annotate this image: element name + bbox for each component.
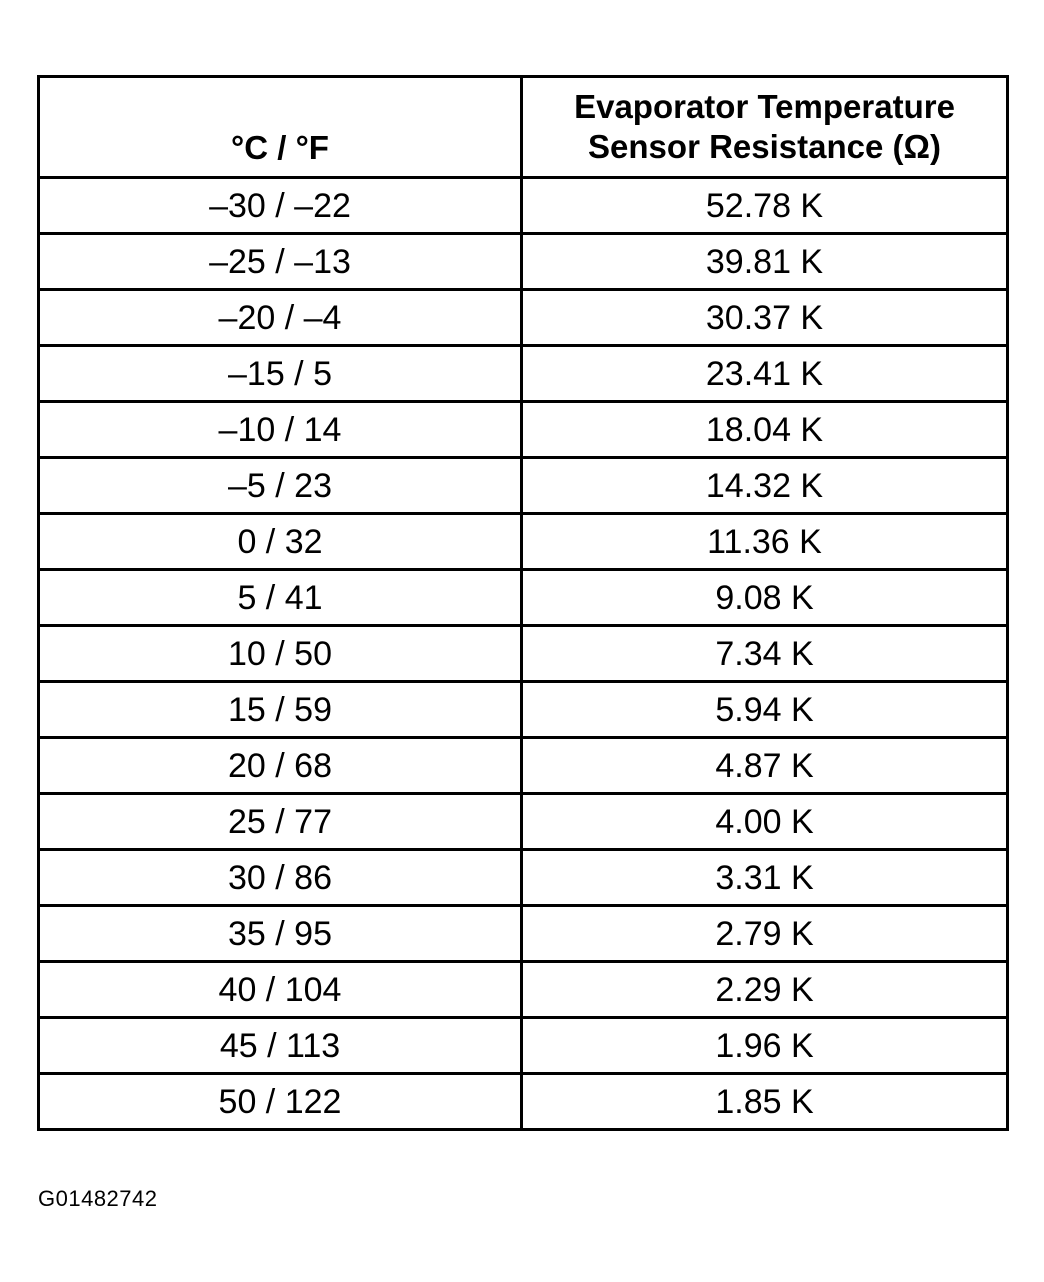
temperature-column-header (39, 77, 522, 178)
temperature-cell: 10 / 50 (39, 626, 522, 682)
table-row (39, 906, 1008, 962)
table-row (39, 234, 1008, 290)
figure-id: G01482742 (38, 1186, 158, 1211)
temperature-cell: –10 / 14 (39, 402, 522, 458)
temperature-cell: 45 / 113 (39, 1018, 522, 1074)
resistance-cell: 11.36 K (522, 514, 1008, 570)
temperature-cell: –5 / 23 (39, 458, 522, 514)
table-row (39, 682, 1008, 738)
temperature-cell: 5 / 41 (39, 570, 522, 626)
header-row (39, 77, 1008, 178)
table-row (39, 794, 1008, 850)
temperature-cell: 50 / 122 (39, 1074, 522, 1130)
resistance-cell: 7.34 K (522, 626, 1008, 682)
temperature-cell: –20 / –4 (39, 290, 522, 346)
table-row (39, 1018, 1008, 1074)
temperature-cell: –15 / 5 (39, 346, 522, 402)
resistance-cell: 14.32 K (522, 458, 1008, 514)
table-row (39, 1074, 1008, 1130)
table-row (39, 458, 1008, 514)
temperature-cell: –30 / –22 (39, 178, 522, 234)
temperature-cell: –25 / –13 (39, 234, 522, 290)
table-row (39, 570, 1008, 626)
resistance-cell: 4.00 K (522, 794, 1008, 850)
resistance-cell: 1.85 K (522, 1074, 1008, 1130)
temperature-cell: 40 / 104 (39, 962, 522, 1018)
resistance-cell: 52.78 K (522, 178, 1008, 234)
temperature-cell: 20 / 68 (39, 738, 522, 794)
resistance-cell: 2.29 K (522, 962, 1008, 1018)
table-row (39, 850, 1008, 906)
temperature-header-label: °C / °F (231, 129, 329, 166)
temperature-cell: 30 / 86 (39, 850, 522, 906)
resistance-cell: 3.31 K (522, 850, 1008, 906)
resistance-cell: 23.41 K (522, 346, 1008, 402)
resistance-header-line1: Evaporator Temperature (574, 88, 955, 125)
resistance-cell: 30.37 K (522, 290, 1008, 346)
resistance-cell: 9.08 K (522, 570, 1008, 626)
resistance-cell: 4.87 K (522, 738, 1008, 794)
resistance-cell: 39.81 K (522, 234, 1008, 290)
table-row (39, 290, 1008, 346)
temperature-cell: 25 / 77 (39, 794, 522, 850)
resistance-column-header (522, 77, 1008, 178)
resistance-cell: 2.79 K (522, 906, 1008, 962)
resistance-header-line2: Sensor Resistance (Ω) (588, 128, 941, 165)
temperature-cell: 15 / 59 (39, 682, 522, 738)
resistance-cell: 1.96 K (522, 1018, 1008, 1074)
table-body (39, 178, 1008, 1130)
table-row (39, 962, 1008, 1018)
table-row (39, 346, 1008, 402)
table-row (39, 402, 1008, 458)
table-header (39, 77, 1008, 178)
resistance-cell: 18.04 K (522, 402, 1008, 458)
resistance-cell: 5.94 K (522, 682, 1008, 738)
table-row (39, 514, 1008, 570)
temperature-cell: 35 / 95 (39, 906, 522, 962)
table-row (39, 178, 1008, 234)
table-row (39, 738, 1008, 794)
resistance-table (37, 75, 1009, 1131)
temperature-cell: 0 / 32 (39, 514, 522, 570)
table-row (39, 626, 1008, 682)
